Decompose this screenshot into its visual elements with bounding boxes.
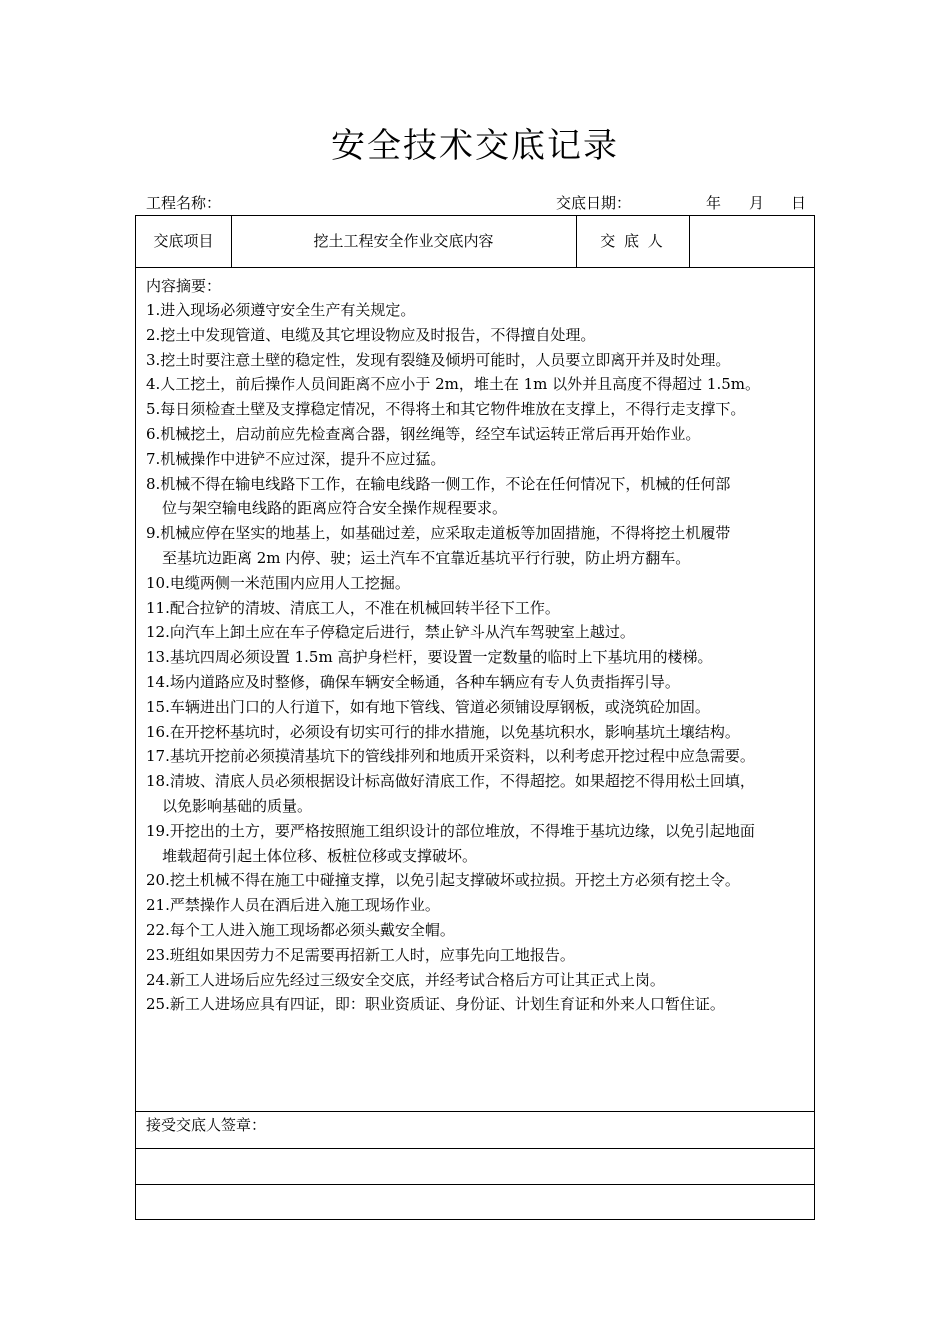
list-item: 9.机械应停在坚实的地基上，如基础过差，应采取走道板等加固措施，不得将挖土机履带 [146,524,731,543]
list-item: 3.挖土时要注意土壁的稳定性，发现有裂缝及倾坍可能时，人员要立即离开并及时处理。 [146,350,731,369]
divider [136,267,814,268]
list-item: 5.每日须检查土壁及支撑稳定情况，不得将土和其它物件堆放在支撑上，不得行走支撑下。 [146,400,746,419]
list-item: 23.班组如果因劳力不足需要再招新工人时，应事先向工地报告。 [146,945,575,964]
list-item: 7.机械操作中进铲不应过深，提升不应过猛。 [146,449,446,468]
divider [136,1148,814,1149]
list-item: 20.挖土机械不得在施工中碰撞支撑，以免引起支撑破坏或拉损。开挖土方必须有挖土令。 [146,871,740,890]
list-item: 8.机械不得在输电线路下工作，在输电线路一侧工作，不论在任何情况下，机械的任何部 [146,474,731,493]
list-item-continuation: 以免影响基础的质量。 [162,796,313,815]
list-item: 21.严禁操作人员在酒后进入施工现场作业。 [146,896,440,915]
year-label: 年 [706,194,722,212]
list-item: 22.每个工人进入施工现场都必须头戴安全帽。 [146,920,455,939]
receiver-signature-label: 接受交底人签章： [146,1116,267,1134]
summary-label: 内容摘要： [146,277,222,295]
item-label-cell: 交底项目 [153,232,214,250]
record-table [135,215,815,1220]
list-item: 13.基坑四周必须设置 1.5m 高护身栏杆，要设置一定数量的临时上下基坑用的楼梯。 [146,648,713,667]
list-item: 6.机械挖土，启动前应先检查离合器，钢丝绳等，经空车试运转正常后再开始作业。 [146,424,701,443]
list-item: 10.电缆两侧一米范围内应用人工挖掘。 [146,573,410,592]
month-label: 月 [749,194,765,212]
person-value-cell[interactable] [689,216,814,267]
list-item: 12.向汽车上卸土应在车子停稳定后进行，禁止铲斗从汽车驾驶室上越过。 [146,623,635,642]
list-item: 18.清坡、清底人员必须根据设计标高做好清底工作，不得超挖。如果超挖不得用松土回填， [146,772,755,791]
list-item: 14.场内道路应及时整修，确保车辆安全畅通，各种车辆应有专人负责指挥引导。 [146,672,680,691]
list-item-continuation: 堆载超荷引起土体位移、板桩位移或支撑破坏。 [162,846,478,865]
list-item: 15.车辆进出门口的人行道下，如有地下管线、管道必须铺设厚钢板，或浇筑砼加固。 [146,697,710,716]
safety-items-list [146,298,810,1017]
project-name-label: 工程名称： [146,194,222,212]
document-title: 安全技术交底记录 [331,126,619,166]
divider [136,1111,814,1112]
date-label: 交底日期： [556,194,632,212]
divider [136,1184,814,1185]
list-item: 17.基坑开挖前必须摸清基坑下的管线排列和地质开采资料，以利考虑开挖过程中应急需要。 [146,747,755,766]
list-item: 2.挖土中发现管道、电缆及其它埋设物应及时报告，不得擅自处理。 [146,325,596,344]
list-item: 24.新工人进场后应先经过三级安全交底，并经考试合格后方可让其正式上岗。 [146,970,665,989]
list-item: 4.人工挖土，前后操作人员间距离不应小于 2m，堆土在 1m 以外并且高度不得超过 1.5m。 [146,375,761,394]
list-item: 25.新工人进场应具有四证，即：职业资质证、身份证、计划生育证和外来人口暂住证。 [146,995,725,1014]
list-item-continuation: 至基坑边距离 2m 内停、驶；运土汽车不宜靠近基坑平行行驶，防止坍方翻车。 [162,548,691,567]
list-item-continuation: 位与架空输电线路的距离应符合安全操作规程要求。 [162,499,508,518]
person-label-cell: 交 底 人 [600,232,665,250]
list-item: 11.配合拉铲的清坡、清底工人，不准在机械回转半径下工作。 [146,598,560,617]
list-item: 1.进入现场必须遵守安全生产有关规定。 [146,301,416,319]
list-item: 16.在开挖杯基坑时，必须设有切实可行的排水措施，以免基坑积水，影响基坑土壤结构。 [146,722,740,741]
list-item: 19.开挖出的土方，要严格按照施工组织设计的部位堆放，不得堆于基坑边缘，以免引起地面 [146,821,755,840]
item-value-cell: 挖土工程安全作业交底内容 [313,232,494,250]
day-label: 日 [791,194,807,212]
